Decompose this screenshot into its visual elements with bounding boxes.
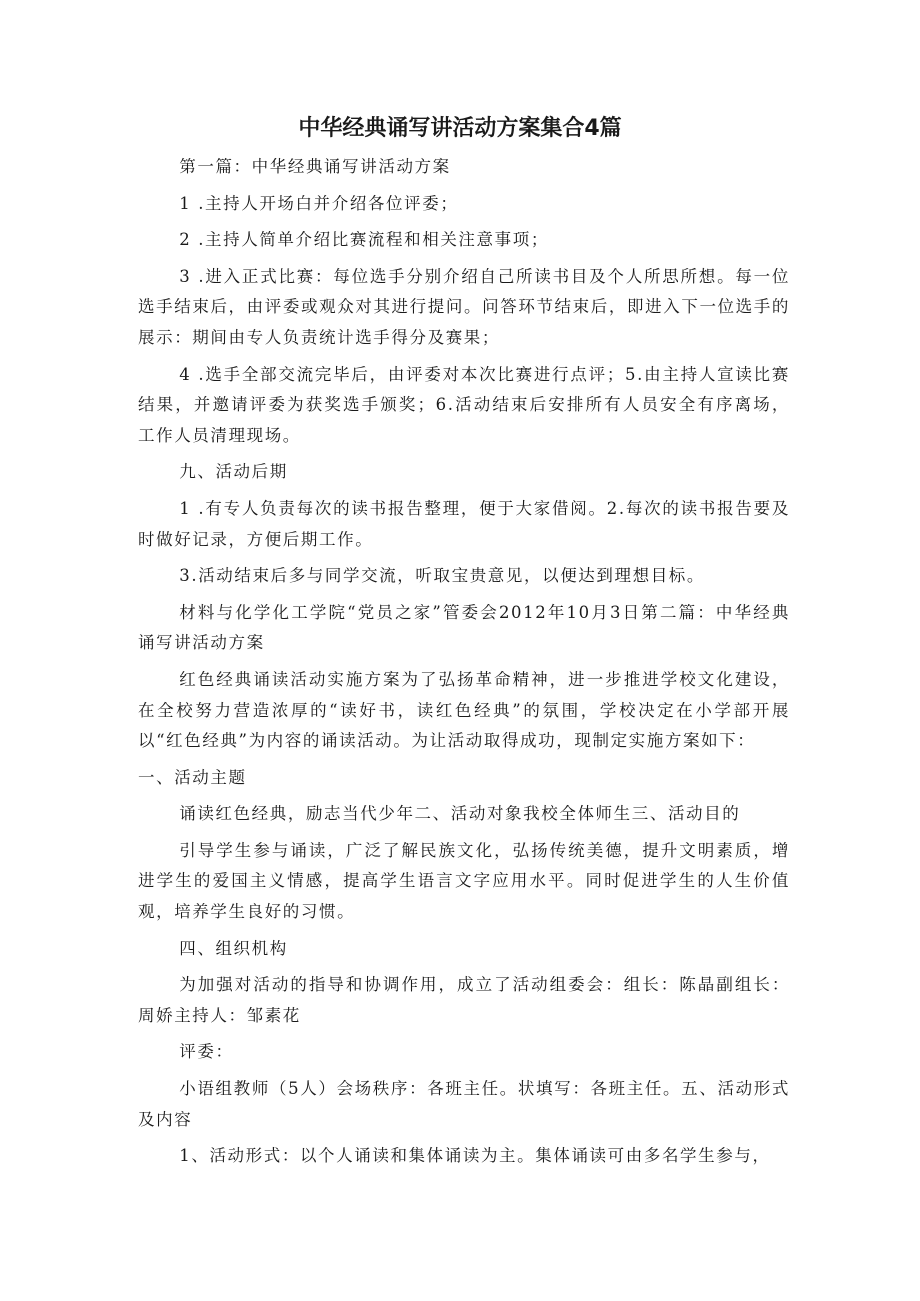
paragraph-text: 1、活动形式：以个人诵读和集体诵读为主。集体诵读可由多名学生参与， (179, 1146, 771, 1166)
paragraph-section-heading: 四、组织机构 (179, 938, 288, 958)
paragraph-signature: 材料与化学化工学院“党员之家”管委会2012年10月3日第二篇：中华经典诵写讲活动方案 (138, 602, 790, 653)
paragraph-item: 3.活动结束后多与同学交流，听取宝贵意见，以便达到理想目标。 (179, 566, 705, 586)
paragraph-text: 为加强对活动的指导和协调作用，成立了活动组委会：组长：陈晶副组长：周娇主持人：邹素花 (138, 975, 790, 1025)
paragraph-text: 小语组教师（5人）会场秩序：各班主任。状填写：各班主任。五、活动形式及内容 (138, 1079, 790, 1129)
paragraph-item: 1 .有专人负责每次的读书报告整理，便于大家借阅。2.每次的读书报告要及时做好记录，方便后期工作。 (138, 498, 790, 549)
paragraph-text: 评委： (179, 1042, 234, 1062)
document-title: 中华经典诵写讲活动方案集合4篇 (298, 116, 622, 141)
paragraph-item: 2 .主持人简单介绍比赛流程和相关注意事项； (179, 230, 549, 250)
paragraph-item: 1 .主持人开场白并介绍各位评委； (179, 193, 459, 213)
paragraph-text: 引导学生参与诵读，广泛了解民族文化，弘扬传统美德，提升文明素质，增进学生的爱国主义情感，提高学生语言文字应用水平。同时促进学生的人生价值观，培养学生良好的习惯。 (138, 840, 790, 922)
paragraph-section-heading: 一、活动主题 (138, 767, 247, 787)
paragraph-text: 红色经典诵读活动实施方案为了弘扬革命精神，进一步推进学校文化建设，在全校努力营造浓厚的“读好书，读红色经典”的氛围，学校决定在小学部开展以“红色经典”为内容的诵读活动。为让活动取得成功，现制定实施方案如下： (138, 669, 790, 751)
paragraph-text: 诵读红色经典，励志当代少年二、活动对象我校全体师生三、活动目的 (179, 804, 741, 824)
paragraph-item: 3 .进入正式比赛：每位选手分别介绍自己所读书目及个人所思所想。每一位选手结束后，由评委或观众对其进行提问。问答环节结束后，即进入下一位选手的展示：期间由专人负责统计选手得分及赛果； (138, 266, 790, 347)
paragraph-section-heading: 九、活动后期 (179, 462, 288, 482)
paragraph-section-heading: 第一篇：中华经典诵写讲活动方案 (179, 157, 451, 176)
document-body (138, 152, 790, 1178)
paragraph-item: 4 .选手全部交流完毕后，由评委对本次比赛进行点评；5.由主持人宣读比赛结果，并邀请评委为获奖选手颁奖；6.活动结束后安排所有人员安全有序离场，工作人员清理现场。 (138, 364, 790, 445)
